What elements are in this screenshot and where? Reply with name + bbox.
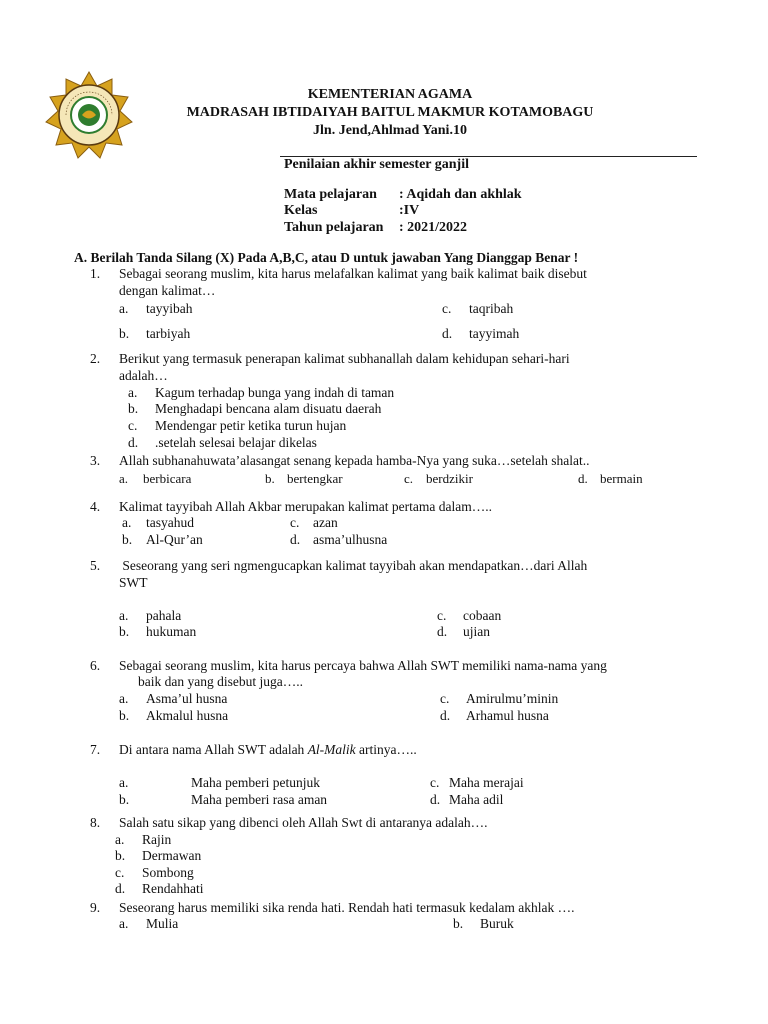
option-letter: a. bbox=[119, 691, 129, 706]
option-letter: b. bbox=[119, 326, 130, 341]
option-letter: b. bbox=[122, 532, 133, 547]
header-school: MADRASAH IBTIDAIYAH BAITUL MAKMUR KOTAMOBAGU bbox=[186, 105, 594, 120]
question-text: Sebagai seorang muslim, kita harus melafalkan kalimat yang baik kalimat baik disebut bbox=[119, 266, 587, 281]
option-letter: d. bbox=[430, 792, 441, 807]
option-text: pahala bbox=[146, 608, 182, 623]
option-letter: b. bbox=[119, 624, 130, 639]
option-text: Menghadapi bencana alam disuatu daerah bbox=[155, 401, 382, 416]
question-text-part: Di antara nama Allah SWT adalah bbox=[119, 742, 308, 757]
option-text: taqribah bbox=[469, 301, 514, 316]
option-letter: d. bbox=[290, 532, 301, 547]
question-text: Allah subhanahuwata’alasangat senang kepada hamba-Nya yang suka…setelah shalat.. bbox=[119, 453, 590, 468]
question-text: Seseorang yang seri ngmengucapkan kalimat tayyibah akan mendapatkan…dari Allah bbox=[119, 558, 588, 573]
option-letter: c. bbox=[128, 418, 138, 433]
header-ministry: KEMENTERIAN AGAMA bbox=[307, 87, 473, 102]
option-letter: a. bbox=[119, 471, 129, 486]
option-letter: c. bbox=[290, 515, 300, 530]
option-letter: d. bbox=[442, 326, 453, 341]
option-text: Maha merajai bbox=[449, 775, 524, 790]
option-letter: a. bbox=[119, 608, 129, 623]
option-text: cobaan bbox=[463, 608, 502, 623]
option-letter: b. bbox=[128, 401, 139, 416]
question-number: 8. bbox=[90, 815, 101, 830]
question-text: Sebagai seorang muslim, kita harus percaya bahwa Allah SWT memiliki nama-nama yang bbox=[119, 658, 607, 673]
option-text: Maha pemberi petunjuk bbox=[191, 775, 320, 790]
option-text: tayyibah bbox=[146, 301, 193, 316]
question-text bbox=[119, 742, 417, 758]
option-text: berdzikir bbox=[426, 471, 473, 486]
question-number: 2. bbox=[90, 351, 101, 366]
option-letter: b. bbox=[265, 471, 275, 486]
option-text: .setelah selesai belajar dikelas bbox=[155, 435, 317, 450]
option-text: Arhamul husna bbox=[466, 708, 549, 723]
option-letter: b. bbox=[115, 848, 126, 863]
option-letter: d. bbox=[437, 624, 448, 639]
option-text: tasyahud bbox=[146, 515, 194, 530]
option-text: Sombong bbox=[142, 865, 194, 880]
option-text: azan bbox=[313, 515, 338, 530]
option-letter: c. bbox=[442, 301, 452, 316]
option-text: Kagum terhadap bunga yang indah di taman bbox=[155, 385, 395, 400]
option-text: Mulia bbox=[146, 916, 179, 931]
option-letter: a. bbox=[119, 301, 129, 316]
question-text: Seseorang harus memiliki sika renda hati. Rendah hati termasuk kedalam akhlak …. bbox=[119, 900, 575, 915]
option-text: tarbiyah bbox=[146, 326, 191, 341]
question-number: 7. bbox=[90, 742, 101, 757]
question-text: SWT bbox=[119, 575, 148, 590]
option-letter: a. bbox=[119, 775, 129, 790]
option-letter: d. bbox=[440, 708, 451, 723]
option-letter: b. bbox=[119, 708, 130, 723]
option-letter: c. bbox=[430, 775, 440, 790]
option-text: Rendahhati bbox=[142, 881, 204, 896]
option-text: Maha pemberi rasa aman bbox=[191, 792, 328, 807]
header-address: Jln. Jend,Ahlmad Yani.10 bbox=[313, 123, 467, 138]
option-text: Al-Qur’an bbox=[146, 532, 203, 547]
question-emphasis: Al-Malik bbox=[307, 742, 356, 757]
option-letter: a. bbox=[122, 515, 132, 530]
option-letter: c. bbox=[437, 608, 447, 623]
option-letter: c. bbox=[404, 471, 414, 486]
question-text: Kalimat tayyibah Allah Akbar merupakan kalimat pertama dalam….. bbox=[119, 499, 493, 514]
option-letter: a. bbox=[115, 832, 125, 847]
question-text: Salah satu sikap yang dibenci oleh Allah Swt di antaranya adalah…. bbox=[119, 815, 488, 830]
option-text: hukuman bbox=[146, 624, 197, 639]
option-text: Asma’ul husna bbox=[146, 691, 228, 706]
question-text: baik dan yang disebut juga….. bbox=[138, 674, 303, 689]
question-number: 3. bbox=[90, 453, 101, 468]
option-letter: d. bbox=[115, 881, 126, 896]
option-text: tayyimah bbox=[469, 326, 520, 341]
school-logo bbox=[44, 70, 134, 160]
question-text-part: artinya….. bbox=[355, 742, 417, 757]
option-letter: a. bbox=[128, 385, 138, 400]
question-number: 4. bbox=[90, 499, 101, 514]
exam-title: Penilaian akhir semester ganjil bbox=[284, 157, 469, 172]
option-text: Maha adil bbox=[449, 792, 504, 807]
option-text: berbicara bbox=[143, 471, 192, 486]
question-number: 1. bbox=[90, 266, 101, 281]
option-letter: b. bbox=[453, 916, 464, 931]
question-text: adalah… bbox=[119, 368, 168, 383]
option-text: Akmalul husna bbox=[146, 708, 229, 723]
option-text: asma’ulhusna bbox=[313, 532, 388, 547]
option-text: ujian bbox=[463, 624, 490, 639]
option-letter: c. bbox=[440, 691, 450, 706]
question-number: 5. bbox=[90, 558, 101, 573]
question-number: 6. bbox=[90, 658, 101, 673]
option-text: bertengkar bbox=[287, 471, 343, 486]
option-text: Amirulmu’minin bbox=[466, 691, 559, 706]
option-letter: c. bbox=[115, 865, 125, 880]
question-text: Berikut yang termasuk penerapan kalimat subhanallah dalam kehidupan sehari-hari bbox=[119, 351, 570, 366]
option-text: bermain bbox=[600, 471, 643, 486]
section-a-instruction: A. Berilah Tanda Silang (X) Pada A,B,C, atau D untuk jawaban Yang Dianggap Benar ! bbox=[74, 250, 579, 265]
option-text: Buruk bbox=[480, 916, 514, 931]
option-letter: d. bbox=[578, 471, 588, 486]
info-label: Mata pelajaran bbox=[284, 187, 377, 202]
option-letter: d. bbox=[128, 435, 139, 450]
option-text: Mendengar petir ketika turun hujan bbox=[155, 418, 347, 433]
option-text: Rajin bbox=[142, 832, 172, 847]
question-number: 9. bbox=[90, 900, 101, 915]
question-text: dengan kalimat… bbox=[119, 283, 216, 298]
info-label: Tahun pelajaran bbox=[284, 220, 384, 235]
info-label: Kelas bbox=[284, 203, 318, 218]
option-letter: a. bbox=[119, 916, 129, 931]
info-value: :IV bbox=[399, 203, 420, 218]
option-text: Dermawan bbox=[142, 848, 202, 863]
option-letter: b. bbox=[119, 792, 130, 807]
info-value: : Aqidah dan akhlak bbox=[399, 187, 522, 202]
info-value: : 2021/2022 bbox=[399, 220, 468, 235]
